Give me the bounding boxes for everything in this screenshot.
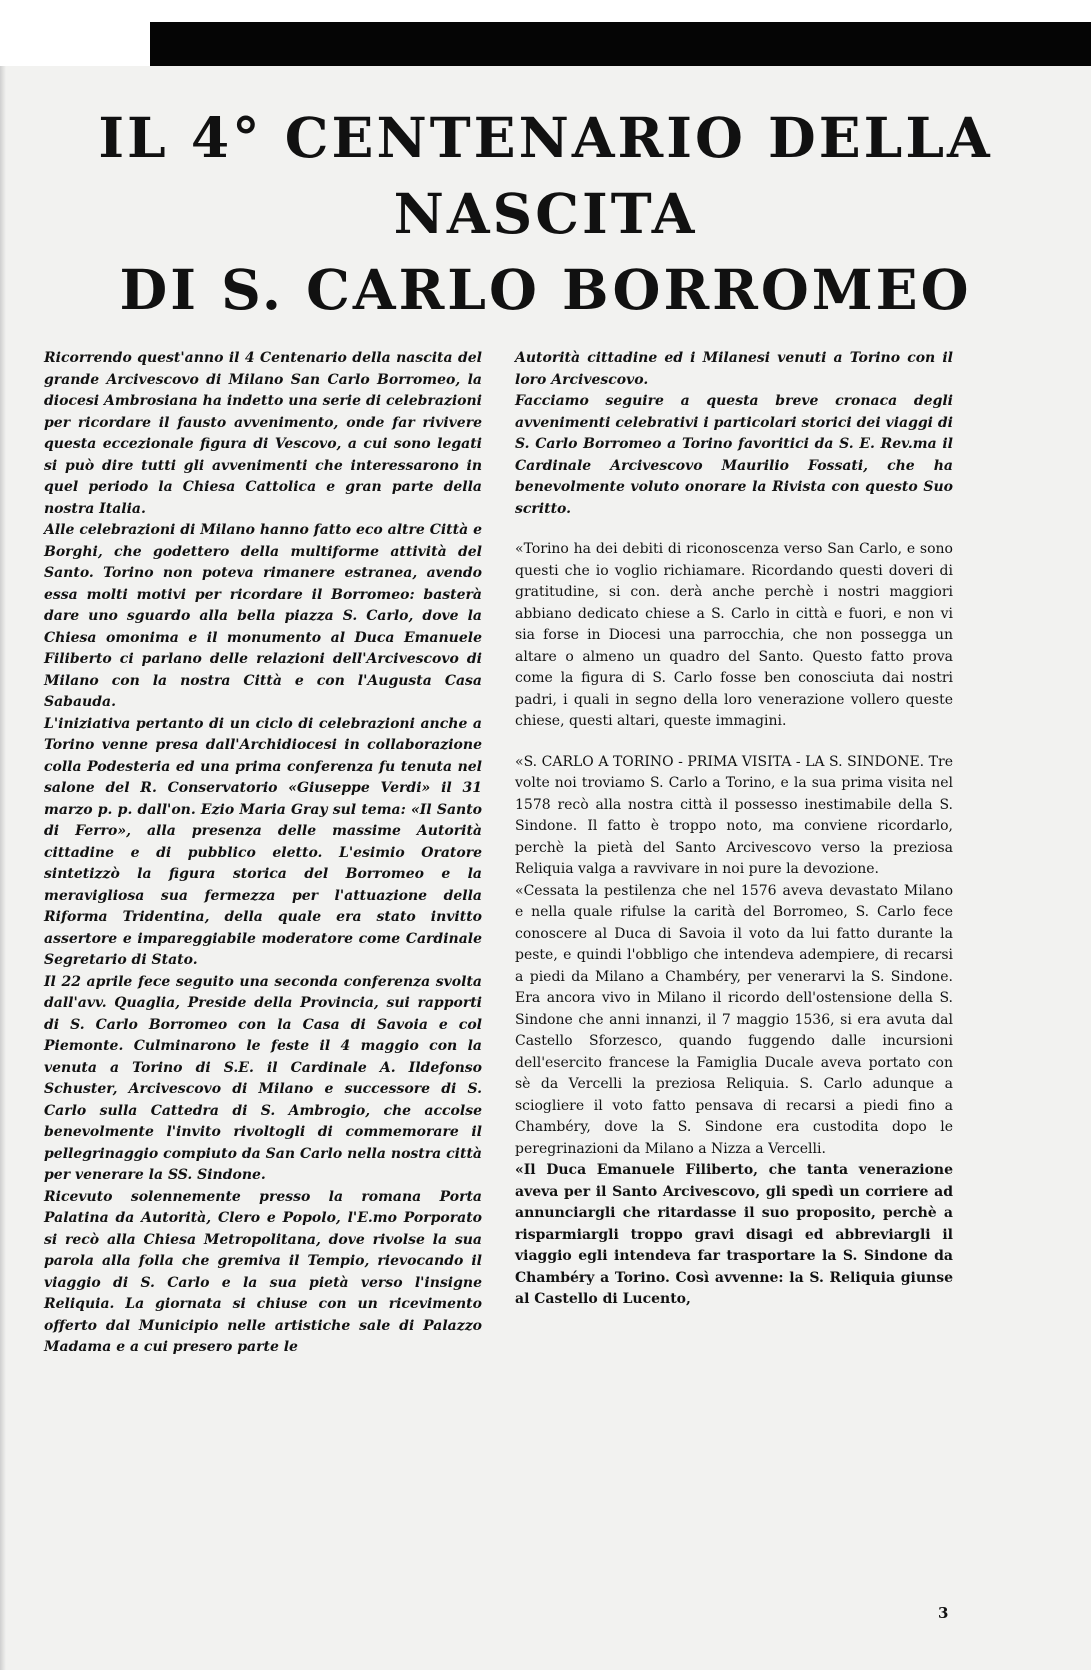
page-number: 3 [938,1604,949,1622]
section-heading: «S. CARLO A TORINO - PRIMA VISITA - LA S. SINDONE. [515,753,925,770]
paragraph: Ricorrendo quest'anno il 4 Centenario della nascita del grande Arcivescovo di Milano San Carlo Borromeo, la diocesi Ambrosiana ha indetto una serie di celebrazioni per ricordare il fausto avvenimento, onde far rivivere questa eccezionale figura di Vescovo, a cui sono legati si può dire tutti gli avvenimenti che interessarono in quel periodo la Chiesa Cattolica e gran parte della nostra Italia. [44,350,482,517]
paragraph: «Il Duca Emanuele Filiberto, che tanta venerazione aveva per il Santo Arcivescovo, gli spedì un corriere ad annunciargli che ritardasse il suo proposito, perchè a risparmiargli troppo gravi disagi ed abbreviargli il viaggio egli intendeva far trasportare la S. Sindone da Chambéry a Torino. Così avvenne: la S. Reliquia giunse al Castello di Lucento, [515,1162,953,1307]
black-header-bar [150,22,1091,66]
paragraph: Autorità cittadine ed i Milanesi venuti a Torino con il loro Arcivescovo. [515,350,953,388]
right-column [515,348,953,1311]
top-band [0,0,1091,66]
section-paragraph [515,752,953,881]
title-line-2: DI S. CARLO BORROMEO [119,257,972,322]
paragraph: Facciamo seguire a questa breve cronaca degli avvenimenti celebrativi i particolari storici dei viaggi di S. Carlo Borromeo a Torino favoritici da S. E. Rev.ma il Cardinale Arcivescovo Maurilio Fossati, che ha benevolmente voluto onorare la Rivista con questo Suo scritto. [515,393,953,517]
paragraph: L'iniziativa pertanto di un ciclo di celebrazioni anche a Torino venne presa dall'Archidiocesi in collaborazione colla Podesteria ed una prima conferenza fu tenuta nel salone del R. Conservatorio «Giuseppe Verdi» il 31 marzo p. p. dall'on. Ezio Maria Gray sul tema: «Il Santo di Ferro», alla presenza delle massime Autorità cittadine e di pubblico eletto. L'esimio Oratore sintetizzò la figura storica del Borromeo e la meravigliosa sua fermezza per l'attuazione della Riforma Tridentina, della quale era stato invitto assertore e impareggiabile moderatore come Cardinale Segretario di Stato. [44,715,482,968]
paragraph-text: Tre volte noi troviamo S. Carlo a Torino, e la sua prima visita nel 1578 recò alla nostra città il possesso inestimabile della S. Sindone. Il fatto è troppo noto, ma conviene ricordarlo, perchè la pietà del Santo Arcivescovo verso la preziosa Reliquia valga a ravvivare in noi pure la devozione. [515,753,953,877]
article-title [0,100,1091,328]
paragraph: Alle celebrazioni di Milano hanno fatto eco altre Città e Borghi, che godettero della multiforme attività del Santo. Torino non poteva rimanere estranea, avendo essa molti motivi per ricordare il Borromeo: basterà dare uno sguardo alla bella piazza S. Carlo, dove la Chiesa omonima e il monumento al Duca Emanuele Filiberto ci parlano delle relazioni dell'Arcivescovo di Milano con la nostra Città e con l'Augusta Casa Sabauda. [44,522,482,710]
spacer [515,520,953,539]
title-line-1: IL 4° CENTENARIO DELLA NASCITA [98,105,993,246]
paragraph: «Torino ha dei debiti di riconoscenza verso San Carlo, e sono questi che io voglio richiamare. Ricordando questi doveri di gratitudine, si con. derà anche perchè i nostri maggiori abbiano dedicato chiese a S. Carlo in città e fuori, e non vi sia forse in Diocesi una parrocchia, che non possegga un altare o almeno un quadro del Santo. Questo fatto prova come la figura di S. Carlo fosse ben conosciuta dai nostri padri, i quali in segno della loro venerazione vollero queste chiese, questi altari, queste immagini. [515,541,953,729]
spacer [515,733,953,752]
paragraph: Il 22 aprile fece seguito una seconda conferenza svolta dall'avv. Quaglia, Preside della Provincia, sui rapporti di S. Carlo Borromeo con la Casa di Savoia e col Piemonte. Culminarono le feste il 4 maggio con la venuta a Torino di S.E. il Cardinale A. Ildefonso Schuster, Arcivescovo di Milano e successore di S. Carlo sulla Cattedra di S. Ambrogio, che accolse benevolmente l'invito rivoltogli di commemorare il pellegrinaggio compiuto da San Carlo nella nostra città per venerare la SS. Sindone. [44,973,482,1183]
paragraph: «Cessata la pestilenza che nel 1576 aveva devastato Milano e nella quale rifulse la carità del Borromeo, S. Carlo fece conoscere al Duca di Savoia il voto da lui fatto durante la peste, e quindi l'obbligo che intendeva adempiere, di recarsi a piedi da Milano a Chambéry, per venerarvi la S. Sindone. Era ancora vivo in Milano il ricordo dell'ostensione della S. Sindone che anni innanzi, il 7 maggio 1536, si era avuta dal Castello Sforzesco, quando fuggendo dalle incursioni dell'esercito francese la Famiglia Ducale aveva portato con sè da Vercelli la preziosa Reliquia. S. Carlo adunque a sciogliere il voto fatto pensava di recarsi a piedi fino a Chambéry, dove la S. Sindone era custodita dopo le peregrinazioni da Milano a Nizza a Vercelli. [515,882,953,1157]
paragraph: Ricevuto solennemente presso la romana Porta Palatina da Autorità, Clero e Popolo, l'E.mo Porporato si recò alla Chiesa Metropolitana, dove rivolse la sua parola alla folla che gremiva il Tempio, rievocando il viaggio di S. Carlo e la sua pietà verso l'insigne Reliquia. La giornata si chiuse con un ricevimento offerto dal Municipio nelle artistiche sale di Palazzo Madama e a cui presero parte le [44,1188,482,1355]
left-column [44,348,482,1359]
